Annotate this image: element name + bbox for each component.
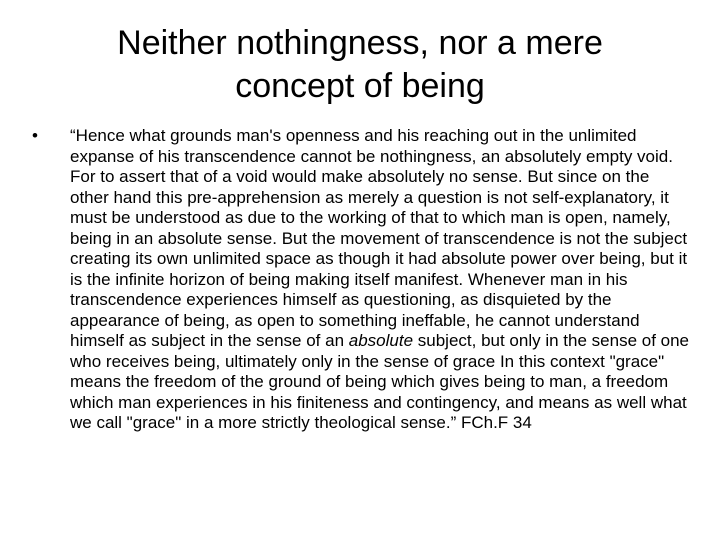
- bullet-item: [32, 126, 692, 434]
- slide-title-line-2: concept of being: [235, 67, 485, 105]
- slide-body: [32, 126, 692, 434]
- quote-emphasis: absolute: [348, 331, 414, 350]
- slide-title: [60, 22, 660, 108]
- slide-title-line-1: Neither nothingness, nor a mere: [117, 24, 603, 62]
- quote-text-part-1: “Hence what grounds man's openness and his reaching out in the unlimited expanse of his transcendence cannot be nothingness, an absolutely empty void. For to assert that of a void would make absolutely no sense. But since on the other hand this pre-apprehension as merely a question is not self-explanatory, it must be understood as due to the working of that to which man is open, namely, being in an absolute sense. But the movement of transcendence is not the subject creating its own unlimited space as though it had absolute power over being, but it is the infinite horizon of being making itself manifest. Whenever man in his transcendence experiences himself as questioning, as disquieted by the appearance of being, as open to something ineffable, he cannot understand himself as subject in the sense of an: [70, 126, 688, 350]
- quote-paragraph: [70, 126, 692, 434]
- bullet-marker: •: [32, 126, 38, 145]
- quote-text-part-2: subject, but only in the sense of one who receives being, ultimately only in the sense of grace In this context "grace" means the freedom of the ground of being which gives being to man, a freedom which man experiences in his finiteness and contingency, and means as well what we call "grace" in a more strictly theological sense.” FCh.F 34: [70, 331, 690, 432]
